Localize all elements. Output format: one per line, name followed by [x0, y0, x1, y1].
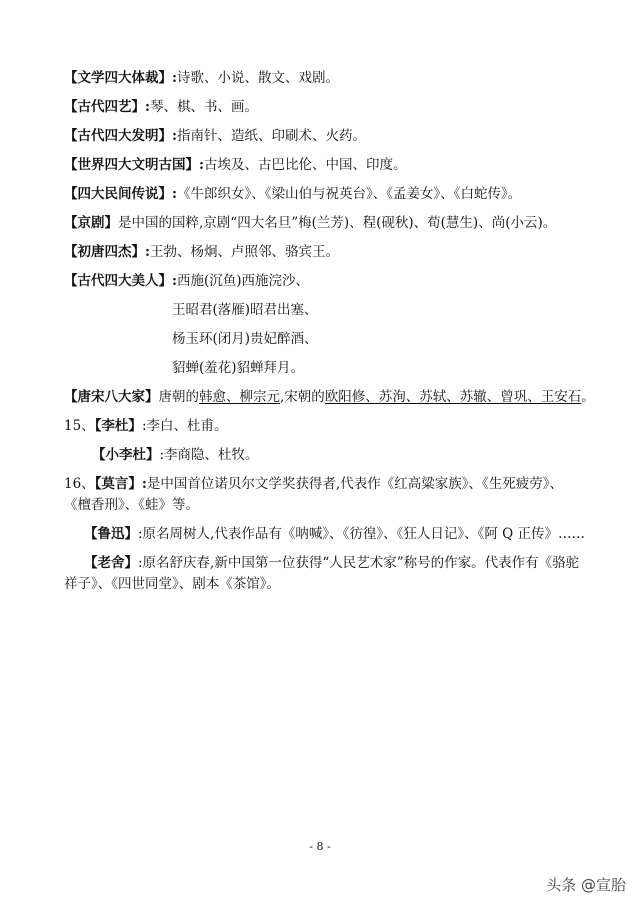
line-little-li-du — [92, 446, 259, 464]
term-label: 【古代四艺】: — [64, 99, 150, 115]
term-text: 貂蝉(羞花)貂蝉拜月。 — [172, 360, 305, 376]
term-label: 【莫言】: — [94, 476, 147, 492]
term-label: 【李杜】 — [94, 418, 142, 434]
term-text: :原名周树人,代表作品有《呐喊》、《彷徨》、《狂人日记》、《阿 Q 正传》…… — [138, 526, 585, 542]
term-label: 【世界四大文明古国】: — [64, 157, 204, 173]
term-text: 琴、棋、书、画。 — [149, 99, 258, 115]
term-text: 是中国首位诺贝尔文学奖获得者,代表作《红高粱家族》、《生死疲劳》、 — [146, 476, 563, 492]
line-mo-yan-cont — [64, 496, 199, 514]
line-lu-xun — [84, 525, 585, 543]
line-peking-opera — [64, 214, 556, 232]
line-li-du — [64, 417, 228, 435]
term-text: 王勃、杨炯、卢照邻、骆宾王。 — [149, 244, 339, 260]
watermark: 头条 @宣胎 — [546, 876, 626, 894]
term-text: 西施(沉鱼)西施浣沙、 — [176, 273, 310, 289]
page-number: - 8 - — [309, 840, 331, 853]
line-folk-legends — [64, 185, 521, 203]
term-text: :原名舒庆春,新中国第一位获得“人民艺术家”称号的作家。代表作有《骆驼 — [138, 555, 580, 571]
item-number: 15、 — [64, 418, 95, 434]
term-label: 【四大民间传说】: — [64, 186, 177, 202]
term-text: :李白、杜甫。 — [141, 418, 228, 434]
term-text: 唐朝的 — [158, 389, 199, 405]
term-label: 【古代四大美人】: — [64, 273, 177, 289]
line-eight-masters — [64, 388, 595, 406]
tang-masters: 韩愈、柳宗元 — [199, 389, 280, 405]
term-text: 是中国的国粹,京剧“四大名旦”梅(兰芳)、程(砚秋)、荀(慧生)、尚(小云)。 — [118, 215, 557, 231]
term-text: 祥子》、《四世同堂》、剧本《茶馆》。 — [64, 576, 280, 592]
term-text: 王昭君(落雁)昭君出塞、 — [172, 302, 318, 318]
term-text: 古埃及、古巴比伦、中国、印度。 — [203, 157, 407, 173]
term-label: 【京剧】 — [64, 215, 118, 231]
line-mo-yan — [64, 475, 563, 493]
item-number: 16、 — [64, 476, 95, 492]
term-label: 【初唐四杰】: — [64, 244, 150, 260]
line-lao-she — [84, 554, 579, 572]
line-beauty-yang — [172, 330, 318, 348]
term-text: :李商隐、杜牧。 — [159, 447, 259, 463]
term-text: 杨玉环(闭月)贵妃醉酒、 — [172, 331, 318, 347]
line-early-tang-poets — [64, 243, 339, 261]
line-four-arts — [64, 98, 258, 116]
line-four-beauties — [64, 272, 309, 290]
term-text: 《檀香刑》、《蛙》等。 — [64, 497, 199, 513]
line-beauty-wang — [172, 301, 318, 319]
term-text: 。 — [581, 389, 595, 405]
line-beauty-diaochan — [172, 359, 304, 377]
term-label: 【唐宋八大家】 — [64, 389, 159, 405]
term-label: 【文学四大体裁】: — [64, 70, 177, 86]
line-ancient-civilizations — [64, 156, 406, 174]
song-masters: 欧阳修、苏洵、苏轼、苏辙、曾巩、王安石 — [324, 389, 582, 405]
term-text: 《牛郎织女》、《梁山伯与祝英台》、《孟姜女》、《白蛇传》。 — [176, 186, 522, 202]
term-text: 诗歌、小说、散文、戏剧。 — [176, 70, 339, 86]
term-label: 【老舍】 — [84, 555, 138, 571]
line-four-inventions — [64, 127, 366, 145]
term-text: 指南针、造纸、印刷术、火药。 — [176, 128, 366, 144]
term-label: 【小李杜】 — [92, 447, 160, 463]
term-label: 【鲁迅】 — [84, 526, 138, 542]
line-lao-she-cont — [64, 575, 280, 593]
term-text: ,宋朝的 — [280, 389, 325, 405]
term-label: 【古代四大发明】: — [64, 128, 177, 144]
line-literary-genres — [64, 69, 339, 87]
